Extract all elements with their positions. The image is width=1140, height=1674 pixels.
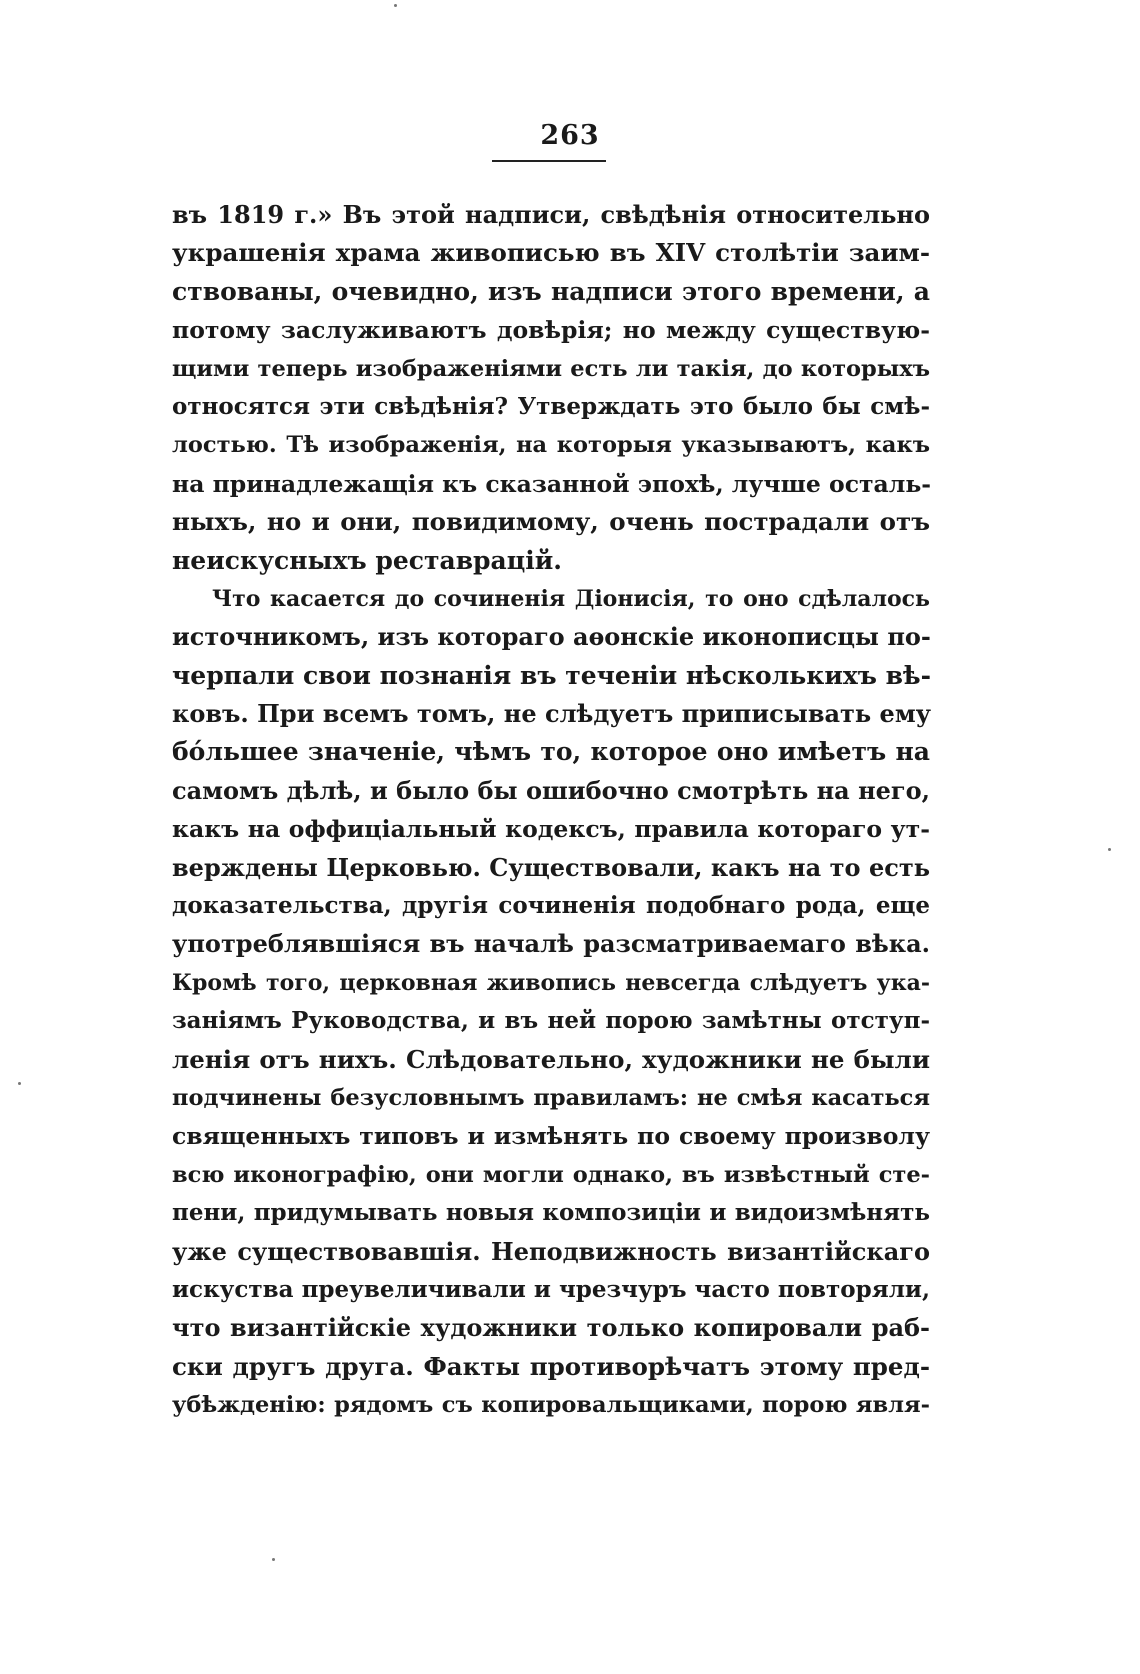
text-line: щими теперь изображеніями есть ли такія, до которыхъ xyxy=(172,355,930,382)
text-line: верждены Церковью. Существовали, какъ на то есть xyxy=(172,852,930,882)
text-line: на принадлежащія къ сказанной эпохѣ, лучше осталь- xyxy=(172,469,932,498)
text-line: ствованы, очевидно, изъ надписи этого времени, а xyxy=(172,276,930,306)
text-line: подчинены безусловнымъ правиламъ: не смѣя касаться xyxy=(172,1084,930,1111)
text-line: пени, придумывать новыя композиціи и видоизмѣнять xyxy=(172,1199,930,1227)
text-line: относятся эти свѣдѣнія? Утверждать это было бы смѣ- xyxy=(172,392,930,420)
text-line: потому заслуживаютъ довѣрія; но между существую- xyxy=(172,316,930,345)
text-line: Что касается до сочиненія Діонисія, то оно сдѣлалось xyxy=(212,585,930,612)
text-line: искуства преувеличивали и чрезчуръ часто повторяли, xyxy=(172,1275,930,1303)
text-line: самомъ дѣлѣ, и было бы ошибочно смотрѣть на него, xyxy=(172,775,930,805)
page-number-rule xyxy=(492,160,606,162)
text-line: украшенія храма живописью въ XIV столѣтіи заим- xyxy=(172,238,930,268)
text-line: бо́льшее значеніе, чѣмъ то, которое оно имѣетъ на xyxy=(172,737,930,767)
scan-speck xyxy=(394,4,397,7)
text-line: Кромѣ того, церковная живопись невсегда слѣдуетъ ука- xyxy=(172,969,930,996)
page-number: 263 xyxy=(540,120,600,151)
scan-speck xyxy=(1108,848,1111,851)
scan-speck xyxy=(272,1558,275,1561)
text-line: ковъ. При всемъ томъ, не слѣдуетъ приписывать ему xyxy=(172,699,932,729)
text-line: ски другъ друга. Факты противорѣчатъ этому пред- xyxy=(172,1351,930,1381)
text-line: убѣжденію: рядомъ съ копировальщиками, порою явля- xyxy=(172,1392,930,1419)
text-line: ныхъ, но и они, повидимому, очень пострадали отъ xyxy=(172,507,930,537)
text-line: всю иконографію, они могли однако, въ извѣстный сте- xyxy=(172,1161,930,1188)
body-text xyxy=(172,196,930,1425)
text-line: что византійскіе художники только копировали раб- xyxy=(172,1313,930,1343)
scan-speck xyxy=(18,1082,21,1085)
text-line: уже существовавшія. Неподвижность византійскаго xyxy=(172,1236,930,1266)
text-line: ленія отъ нихъ. Слѣдовательно, художники не были xyxy=(172,1044,930,1074)
text-line: черпали свои познанія въ теченіи нѣсколькихъ вѣ- xyxy=(172,660,931,690)
text-line: въ 1819 г.» Въ этой надписи, свѣдѣнія относительно xyxy=(172,200,930,229)
text-line: употреблявшіяся въ началѣ разсматриваемаго вѣка. xyxy=(172,929,930,959)
text-line: доказательства, другія сочиненія подобнаго рода, еще xyxy=(172,892,930,920)
text-line: источникомъ, изъ котораго аѳонскіе иконописцы по- xyxy=(172,622,931,652)
text-line: лостью. Тѣ изображенія, на которыя указываютъ, какъ xyxy=(172,432,930,459)
text-line: неискусныхъ реставрацій. xyxy=(172,545,562,575)
text-line: заніямъ Руководства, и въ ней порою замѣтны отступ- xyxy=(172,1007,930,1035)
text-line: священныхъ типовъ и измѣнять по своему произволу xyxy=(172,1122,930,1151)
text-line: какъ на оффиціальный кодексъ, правила котораго ут- xyxy=(172,815,930,844)
